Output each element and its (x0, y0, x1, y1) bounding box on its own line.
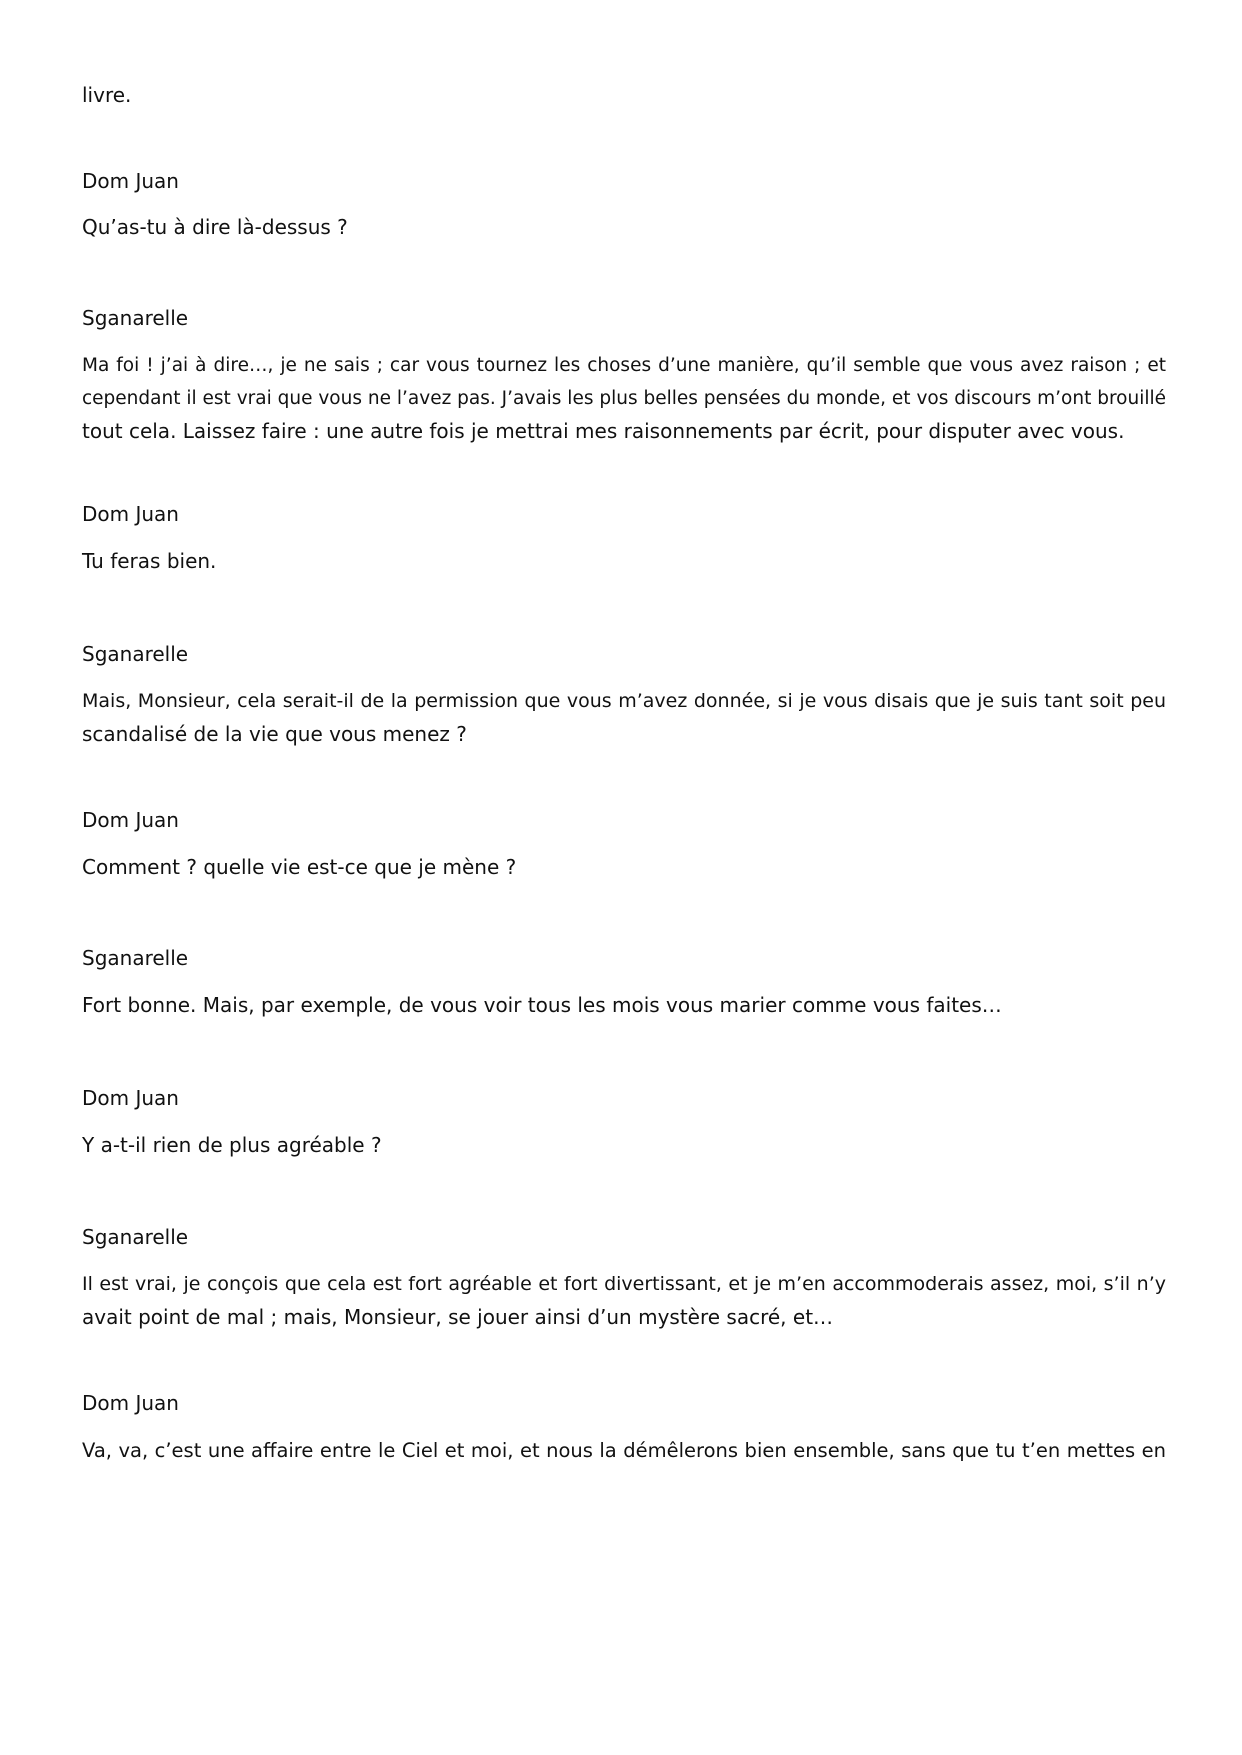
speech-line: Qu’as-tu à dire là-dessus ? (82, 215, 348, 239)
speaker-name: Sganarelle (82, 306, 189, 330)
speech-paragraph (82, 1434, 1166, 1467)
speech-paragraph (82, 1129, 1166, 1162)
speech-paragraph (82, 989, 1166, 1022)
speech-paragraph (82, 1268, 1166, 1334)
speech-paragraph (82, 211, 1166, 244)
speaker-name: Dom Juan (82, 1391, 179, 1415)
speech-line: avait point de mal ; mais, Monsieur, se jouer ainsi d’un mystère sacré, et… (82, 1305, 834, 1329)
speech-line: Comment ? quelle vie est-ce que je mène ? (82, 855, 517, 879)
speech-line: tout cela. Laissez faire : une autre fois je mettrai mes raisonnements par écrit, pour disputer avec vous. (82, 419, 1125, 443)
speech-line: Il est vrai, je conçois que cela est fort agréable et fort divertissant, et je m’en accommoderais assez, moi, s’il n’y (82, 1273, 1166, 1295)
speech-paragraph (82, 851, 1166, 884)
continuation-text: livre. (82, 83, 132, 107)
speech-line: cependant il est vrai que vous ne l’avez pas. J’avais les plus belles pensées du monde, et vos discours m’ont brouillé (82, 388, 1166, 409)
speaker-name: Dom Juan (82, 502, 179, 526)
speech-paragraph (82, 685, 1166, 751)
speech-line: Y a-t-il rien de plus agréable ? (82, 1133, 382, 1157)
speaker-name: Sganarelle (82, 642, 189, 666)
speech-line: Mais, Monsieur, cela serait-il de la permission que vous m’avez donnée, si je vous disais que je suis tant soit peu (82, 690, 1166, 712)
speaker-name: Dom Juan (82, 169, 179, 193)
speech-line: Tu feras bien. (82, 549, 217, 573)
speaker-name: Dom Juan (82, 1086, 179, 1110)
speech-line: Fort bonne. Mais, par exemple, de vous voir tous les mois vous marier comme vous faites… (82, 993, 1002, 1017)
speaker-name: Sganarelle (82, 1225, 189, 1249)
speaker-name: Dom Juan (82, 808, 179, 832)
speech-line: Ma foi ! j’ai à dire…, je ne sais ; car vous tournez les choses d’une manière, qu’il semble que vous avez raison ; et (82, 355, 1166, 376)
speech-line: scandalisé de la vie que vous menez ? (82, 722, 467, 746)
speaker-name: Sganarelle (82, 946, 189, 970)
speech-paragraph (82, 349, 1166, 448)
speech-line: Va, va, c’est une affaire entre le Ciel et moi, et nous la démêlerons bien ensemble, sans que tu t’en mettes en (82, 1439, 1166, 1462)
speech-paragraph (82, 545, 1166, 578)
